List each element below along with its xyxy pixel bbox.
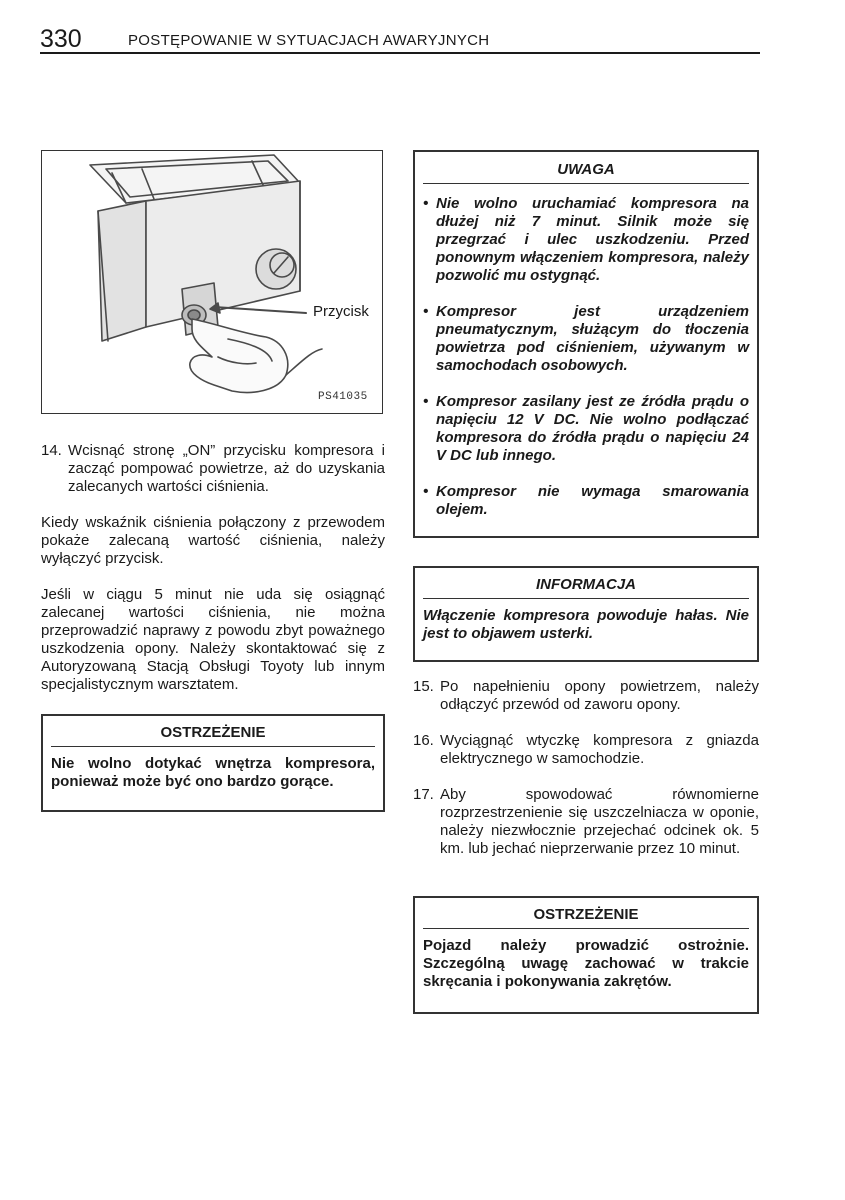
info-box: [413, 566, 759, 662]
step-number: 15.: [413, 678, 434, 695]
step-text: Aby spowodować równomierne rozprzestrzenienie się uszczelniacza w oponie, należy niezwłocznie przejechać odcinek ok. 5 km. lub jechać nieprzerwanie przez 10 minut.: [440, 786, 759, 857]
warning-box-driving: [413, 896, 759, 1014]
warning-title: OSTRZEŻENIE: [423, 906, 749, 929]
caution-title: UWAGA: [423, 161, 749, 184]
step-text: Wyciągnąć wtyczkę kompresora z gniazda elektrycznego w samochodzie.: [440, 732, 759, 767]
figure-code: PS41035: [318, 391, 368, 403]
step-14: [41, 442, 385, 496]
button-callout-label: Przycisk: [313, 303, 369, 320]
compressor-illustration: [41, 150, 383, 414]
paragraph-repair: [41, 586, 385, 694]
warning-title: OSTRZEŻENIE: [51, 724, 375, 747]
paragraph-text: Jeśli w ciągu 5 minut nie uda się osiągnąć zalecanej wartości ciśnienia, nie można przeprowadzić naprawy z powodu zbyt poważnego uszkodzenia opony. Należy skontaktować się z Autoryzowaną Stacją Obsługi Toyoty lub innym specjalistycznym warsztatem.: [41, 586, 385, 693]
step-text: Wcisnąć stronę „ON” przycisku kompresora i zacząć pompować powietrze, aż do uzyskania zalecanych wartości ciśnienia.: [68, 442, 385, 495]
page-number: 330: [40, 25, 82, 53]
paragraph-text: Kiedy wskaźnik ciśnienia połączony z przewodem pokaże zalecaną wartość ciśnienia, należy wyłączyć przycisk.: [41, 514, 385, 567]
caution-bullet: • Kompresor zasilany jest ze źródła prądu o napięciu 12 V DC. Nie wolno podłączać kompresora do źródła prądu o napięciu 24 V DC lub innego.: [423, 393, 749, 464]
compressor-drawing: [42, 151, 383, 414]
step-16: [413, 732, 759, 768]
info-title: INFORMACJA: [423, 576, 749, 599]
caution-bullet: • Nie wolno uruchamiać kompresora na dłużej niż 7 minut. Silnik może się przegrzać i ulec uszkodzeniu. Przed ponownym włączeniem kompresora, należy pozwolić mu ostygnąć.: [423, 195, 749, 284]
step-17: [413, 786, 759, 858]
caution-bullet: • Kompresor jest urządzeniem pneumatycznym, służącym do tłoczenia powietrza pod ciśnieniem, używanym w samochodach osobowych.: [423, 303, 749, 374]
info-text: Włączenie kompresora powoduje hałas. Nie jest to objawem usterki.: [423, 607, 749, 642]
bullet-text: Kompresor zasilany jest ze źródła prądu o napięciu 12 V DC. Nie wolno podłączać kompresora do źródła prądu o napięciu 24 V DC lub innego.: [436, 393, 749, 464]
step-number: 17.: [413, 786, 434, 803]
warning-text: Nie wolno dotykać wnętrza kompresora, ponieważ może być ono bardzo gorące.: [51, 755, 375, 790]
warning-box-hot: [41, 714, 385, 812]
step-text: Po napełnieniu opony powietrzem, należy odłączyć przewód od zaworu opony.: [440, 678, 759, 713]
bullet-text: Kompresor nie wymaga smarowania olejem.: [436, 483, 749, 518]
step-number: 16.: [413, 732, 434, 749]
paragraph-gauge: [41, 514, 385, 568]
step-15: [413, 678, 759, 714]
caution-box: [413, 150, 759, 538]
bullet-text: Nie wolno uruchamiać kompresora na dłużej niż 7 minut. Silnik może się przegrzać i ulec uszkodzeniu. Przed ponownym włączeniem kompresora, należy pozwolić mu ostygnąć.: [436, 195, 749, 284]
chapter-title: POSTĘPOWANIE W SYTUACJACH AWARYJNYCH: [128, 32, 490, 49]
bullet-text: Kompresor jest urządzeniem pneumatycznym, służącym do tłoczenia powietrza pod ciśnieniem, używanym w samochodach osobowych.: [436, 303, 749, 374]
caution-bullet: • Kompresor nie wymaga smarowania olejem.: [423, 483, 749, 518]
page-header: [40, 26, 760, 54]
step-number: 14.: [41, 442, 62, 459]
warning-text: Pojazd należy prowadzić ostrożnie. Szczególną uwagę zachować w trakcie skręcania i pokonywania zakrętów.: [423, 937, 749, 990]
